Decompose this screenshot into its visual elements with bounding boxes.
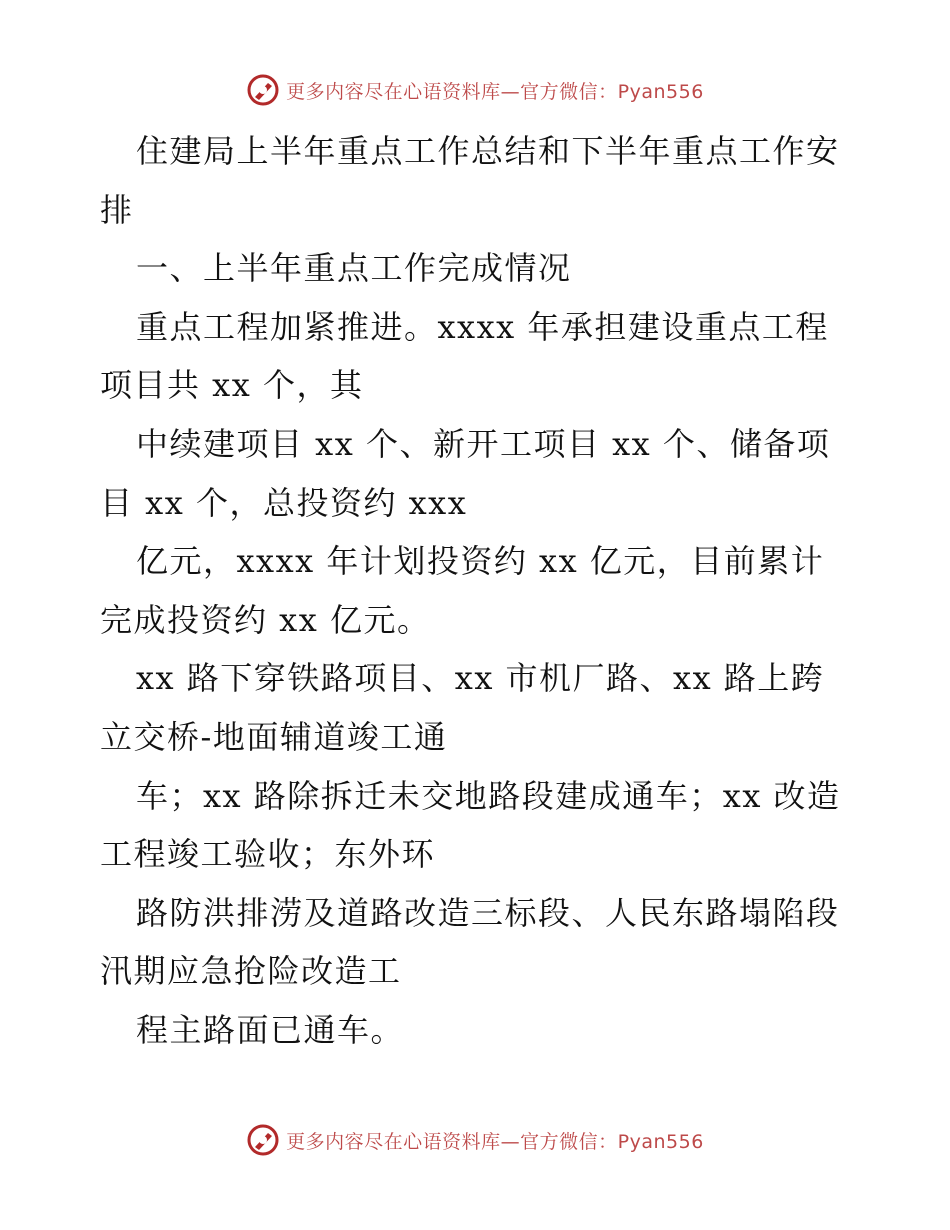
logo-seal-icon (246, 1123, 280, 1157)
logo-seal-icon (246, 73, 280, 107)
document-body (100, 122, 860, 1060)
text-line: 亿元，xxxx 年计划投资约 xx 亿元，目前累计 (136, 542, 825, 581)
footer-watermark (0, 1120, 950, 1160)
text-line: 重点工程加紧推进。xxxx 年承担建设重点工程 (136, 307, 829, 346)
text-line: 路防洪排涝及道路改造三标段、人民东路塌陷段 (136, 893, 840, 932)
header-watermark (0, 70, 950, 110)
text-line: 立交桥-地面辅道竣工通 (100, 717, 448, 756)
text-line: 目 xx 个，总投资约 xxx (100, 483, 468, 522)
text-line: 工程竣工验收；东外环 (100, 835, 436, 874)
text-line: 中续建项目 xx 个、新开工项目 xx 个、储备项 (136, 424, 831, 463)
watermark-text: 更多内容尽在心语资料库—官方微信：Pyan556 (286, 1130, 704, 1153)
text-line: 程主路面已通车。 (136, 1010, 405, 1049)
text-line: 一、上半年重点工作完成情况 (136, 249, 572, 288)
text-line: 项目共 xx 个，其 (100, 366, 364, 405)
watermark-text: 更多内容尽在心语资料库—官方微信：Pyan556 (286, 80, 704, 103)
text-line: 车；xx 路除拆迁未交地路段建成通车；xx 改造 (136, 776, 841, 815)
text-line: xx 路下穿铁路项目、xx 市机厂路、xx 路上跨 (136, 659, 825, 698)
text-line: 排 (100, 190, 134, 229)
text-line: 完成投资约 xx 亿元。 (100, 600, 431, 639)
text-line: 汛期应急抢险改造工 (100, 952, 402, 991)
text-line: 住建局上半年重点工作总结和下半年重点工作安 (136, 132, 840, 170)
